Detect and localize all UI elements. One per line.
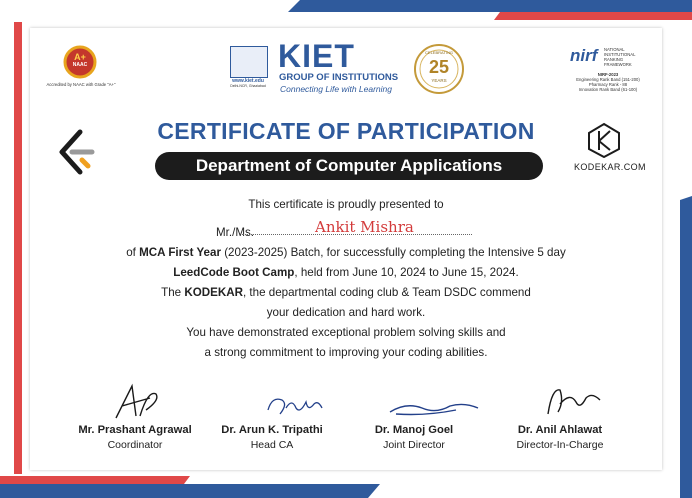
- stripe-top-blue: [288, 0, 692, 12]
- nirf-rank-3: Innovation Rank Band (61-100): [578, 87, 638, 92]
- certificate-card: [30, 28, 662, 470]
- presented-line: This certificate is proudly presented to: [248, 198, 444, 211]
- stripe-bottom-red: [0, 476, 190, 484]
- dedication-line: your dedication and hard work.: [266, 306, 426, 319]
- anniversary-top: CELEBRATING: [425, 50, 453, 55]
- nirf-rank-1: Engineering Rank Band (151-200): [576, 77, 640, 82]
- nirf-logo-text: nirf: [570, 46, 598, 65]
- club-prefix: The: [161, 286, 185, 299]
- nirf-rank-2: Pharmacy Rank - 88: [588, 82, 628, 87]
- certificate-title: CERTIFICATE OF PARTICIPATION: [157, 118, 535, 144]
- nirf-year: NIRF-2023: [597, 72, 619, 77]
- naac-label: NAAC: [72, 62, 88, 68]
- recipient-name: Ankit Mishra: [315, 218, 414, 236]
- kodekar-label: KODEKAR.COM: [574, 162, 646, 172]
- stripe-bottom-blue: [0, 484, 380, 498]
- stripe-right-blue: [680, 196, 692, 498]
- signatory-name: Dr. Manoj Goel: [374, 424, 454, 436]
- nirf-title-2: INSTITUTIONAL: [604, 52, 636, 57]
- signatory-role: Coordinator: [107, 439, 163, 451]
- signatory-role: Joint Director: [383, 439, 445, 451]
- camp-line: [30, 266, 662, 279]
- commitment-line: a strong commitment to improving your coding abilities.: [204, 346, 488, 359]
- batch-bold: MCA First Year: [139, 246, 221, 259]
- naac-caption: Accredited by NAAC with Grade "A+": [46, 82, 116, 87]
- demonstrated-line: You have demonstrated exceptional problem solving skills and: [186, 326, 506, 339]
- nirf-title-4: FRAMEWORK: [604, 62, 632, 67]
- stripe-top-red: [494, 12, 692, 20]
- signatory-name: Dr. Anil Ahlawat: [517, 424, 603, 436]
- naac-logo: [46, 44, 116, 96]
- club-line: [30, 286, 662, 299]
- nirf-logo: [570, 46, 660, 106]
- salutation: Mr./Ms.: [216, 226, 254, 239]
- signatory-role: Director-In-Charge: [516, 439, 604, 451]
- signature-1: [110, 380, 164, 424]
- batch-line: [30, 246, 662, 259]
- kiet-crest-icon: [230, 46, 268, 78]
- signature-3: [386, 396, 482, 420]
- signature-4: [542, 382, 606, 420]
- naac-badge-text: A+: [74, 52, 86, 62]
- club-bold: KODEKAR: [184, 286, 243, 299]
- department-banner: Department of Computer Applications: [155, 152, 543, 180]
- kiet-name: KIET: [278, 38, 355, 74]
- kiet-location: Delhi-NCR, Ghaziabad: [230, 84, 266, 88]
- batch-prefix: of: [126, 246, 140, 259]
- anniversary-emblem: [412, 42, 466, 96]
- club-rest: , the departmental coding club & Team DSDC commend: [242, 286, 531, 299]
- camp-rest: , held from June 10, 2024 to June 15, 2024.: [294, 266, 519, 279]
- camp-bold: LeedCode Boot Camp: [173, 266, 295, 279]
- batch-rest: (2023-2025) Batch, for successfully completing the Intensive 5 day: [220, 246, 566, 259]
- anniversary-label: YEARS: [431, 78, 447, 83]
- signatory-role: Head CA: [250, 439, 294, 451]
- nirf-title-3: RANKING: [604, 57, 624, 62]
- signatory-name: Dr. Arun K. Tripathi: [221, 424, 323, 436]
- kiet-tagline: Connecting Life with Learning: [280, 84, 392, 94]
- signature-2: [262, 390, 332, 424]
- kiet-group: GROUP OF INSTITUTIONS: [279, 72, 399, 83]
- signatory-name: Mr. Prashant Agrawal: [78, 424, 192, 436]
- anniversary-number: 25: [428, 57, 450, 77]
- kiet-url: www.kiet.edu: [232, 78, 264, 84]
- stripe-left-red: [14, 22, 22, 474]
- nirf-title-1: NATIONAL: [604, 47, 625, 52]
